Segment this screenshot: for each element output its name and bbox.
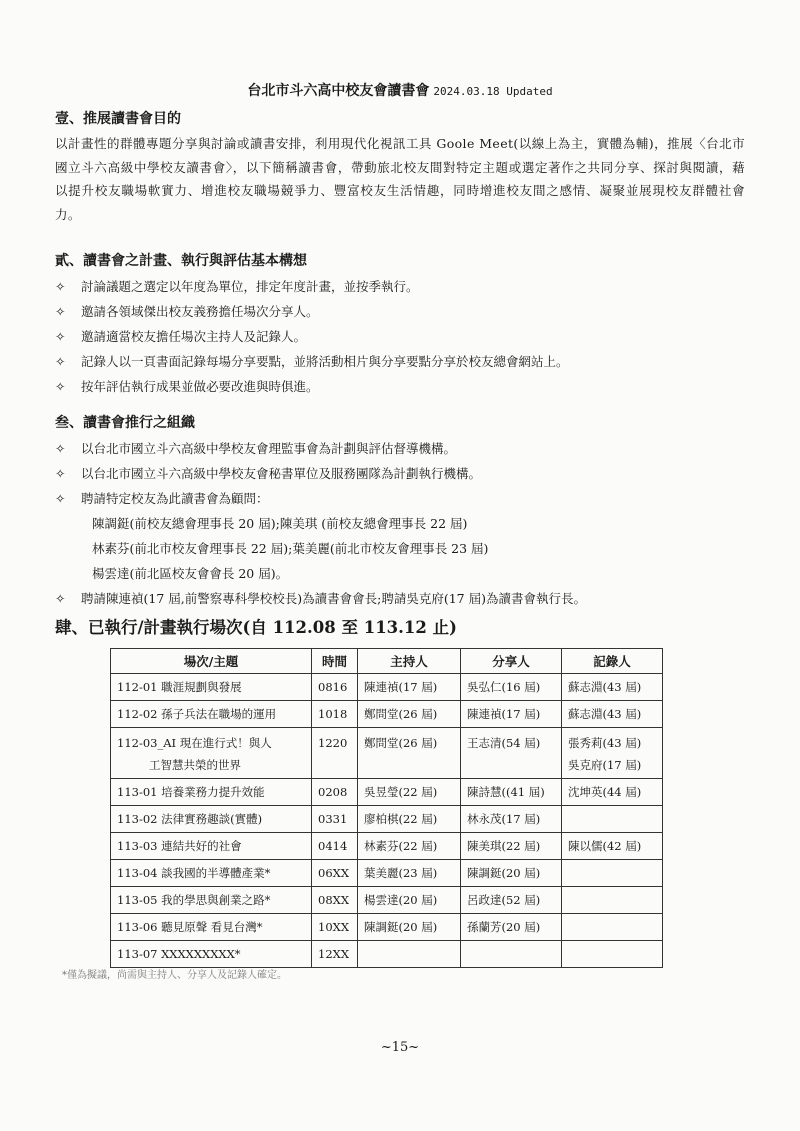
section-heading: 貳、讀書會之計畫、執行與評估基本構想 xyxy=(55,253,307,269)
table-row: 112-01 職涯規劃與發展 0816 陳連禎(17 屆) 吳弘仁(16 屆) 蘇志淵(43 屆) xyxy=(111,674,663,701)
list-item: ✧ 按年評估執行成果並做必要改進與時俱進。 xyxy=(55,374,745,399)
diamond-bullet-icon: ✧ xyxy=(55,304,66,319)
diamond-bullet-icon: ✧ xyxy=(55,466,66,481)
table-header-row xyxy=(111,649,663,674)
section-organization xyxy=(55,412,745,611)
bullet-list xyxy=(55,586,745,611)
advisor-line: 林素芬(前北市校友會理事長 22 屆);葉美麗(前北市校友會理事長 23 屆) xyxy=(92,541,489,556)
section-plan xyxy=(55,250,745,399)
section-heading: 肆、已執行/計畫執行場次(自 112.08 至 113.12 止) xyxy=(55,618,457,637)
title-text: 台北市斗六高中校友會讀書會 xyxy=(247,83,430,99)
table-row: 112-02 孫子兵法在職場的運用 1018 鄭問堂(26 屆) 陳連禎(17 屆) 蘇志淵(43 屆) xyxy=(111,701,663,728)
column-header: 主持人 xyxy=(358,649,461,674)
page-title xyxy=(0,80,800,100)
diamond-bullet-icon: ✧ xyxy=(55,279,66,294)
column-header: 時間 xyxy=(312,649,358,674)
table-row: 113-01 培養業務力提升效能 0208 吳昱瑩(22 屆) 陳詩慧((41 屆) 沈坤英(44 屆) xyxy=(111,779,663,806)
schedule-table xyxy=(110,648,663,968)
table-row: 113-07 XXXXXXXXX* 12XX xyxy=(111,941,663,968)
title-date: 2024.03.18 Updated xyxy=(433,85,553,98)
list-item: ✧ 聘請特定校友為此讀書會為顧問： xyxy=(55,486,745,511)
list-item: ✧ 邀請各領域傑出校友義務擔任場次分享人。 xyxy=(55,299,745,324)
table-row: 113-04 談我國的半導體產業* 06XX 葉美麗(23 屆) 陳調鋌(20 屆) xyxy=(111,860,663,887)
section-heading: 壹、推展讀書會目的 xyxy=(55,111,181,127)
list-item: ✧ 聘請陳連禎(17 屆,前警察專科學校校長)為讀書會會長;聘請吳克府(17 屆)為讀書會執行長。 xyxy=(55,586,745,611)
section-heading: 叁、讀書會推行之組織 xyxy=(55,415,195,431)
diamond-bullet-icon: ✧ xyxy=(55,441,66,456)
diamond-bullet-icon: ✧ xyxy=(55,491,66,506)
table-row: 113-06 聽見原聲 看見台灣* 10XX 陳調鋌(20 屆) 孫蘭芳(20 屆) xyxy=(111,914,663,941)
list-item: ✧ 以台北市國立斗六高級中學校友會秘書單位及服務團隊為計劃執行機構。 xyxy=(55,461,745,486)
page-number: ~15~ xyxy=(380,1040,420,1055)
diamond-bullet-icon: ✧ xyxy=(55,379,66,394)
column-header: 分享人 xyxy=(461,649,562,674)
bullet-list xyxy=(55,436,745,511)
column-header: 場次/主題 xyxy=(111,649,312,674)
section-purpose xyxy=(55,108,745,226)
advisor-line: 陳調鋌(前校友總會理事長 20 屆);陳美琪 (前校友總會理事長 22 屆) xyxy=(92,516,468,531)
table-row: 112-03_AI 現在進行式！與人 工智慧共榮的世界 1220 鄭問堂(26 屆) 王志清(54 屆) 張秀莉(43 屆) 吳克府(17 屆) xyxy=(111,728,663,779)
list-item: ✧ 記錄人以一頁書面記錄每場分享要點，並將活動相片與分享要點分享於校友總會網站上。 xyxy=(55,349,745,374)
table-row: 113-02 法律實務趣談(實體) 0331 廖柏棋(22 屆) 林永茂(17 屆) xyxy=(111,806,663,833)
bullet-list xyxy=(55,274,745,399)
section-paragraph: 以計畫性的群體專題分享與討論或讀書安排，利用現代化視訊工具 Goole Meet(以線上為主，實體為輔)，推展〈台北市國立斗六高級中學校友讀書會〉，以下簡稱讀書會，帶動旅北校友間對特定主題或選定著作之共同分享、探討與閱讀，藉以提升校友職場軟實力、增進校友職場競爭力、豐富校友生活情趣，同時增進校友間之感情、凝聚並展現校友群體社會力。 xyxy=(55,136,745,222)
column-header: 記錄人 xyxy=(562,649,663,674)
list-item: ✧ 邀請適當校友擔任場次主持人及記錄人。 xyxy=(55,324,745,349)
diamond-bullet-icon: ✧ xyxy=(55,329,66,344)
table-row: 113-03 連結共好的社會 0414 林素芬(22 屆) 陳美琪(22 屆) 陳以儒(42 屆) xyxy=(111,833,663,860)
section-schedule xyxy=(55,614,745,638)
list-item: ✧ 以台北市國立斗六高級中學校友會理監事會為計劃與評估督導機構。 xyxy=(55,436,745,461)
diamond-bullet-icon: ✧ xyxy=(55,354,66,369)
diamond-bullet-icon: ✧ xyxy=(55,591,66,606)
table-row: 113-05 我的學思與創業之路* 08XX 楊雲達(20 屆) 呂政達(52 屆) xyxy=(111,887,663,914)
list-item: ✧ 討論議題之選定以年度為單位，排定年度計畫，並按季執行。 xyxy=(55,274,745,299)
footnote: *僅為擬議，尚需與主持人、分享人及記錄人確定。 xyxy=(62,970,287,981)
advisor-line: 楊雲達(前北區校友會會長 20 屆)。 xyxy=(92,566,289,581)
